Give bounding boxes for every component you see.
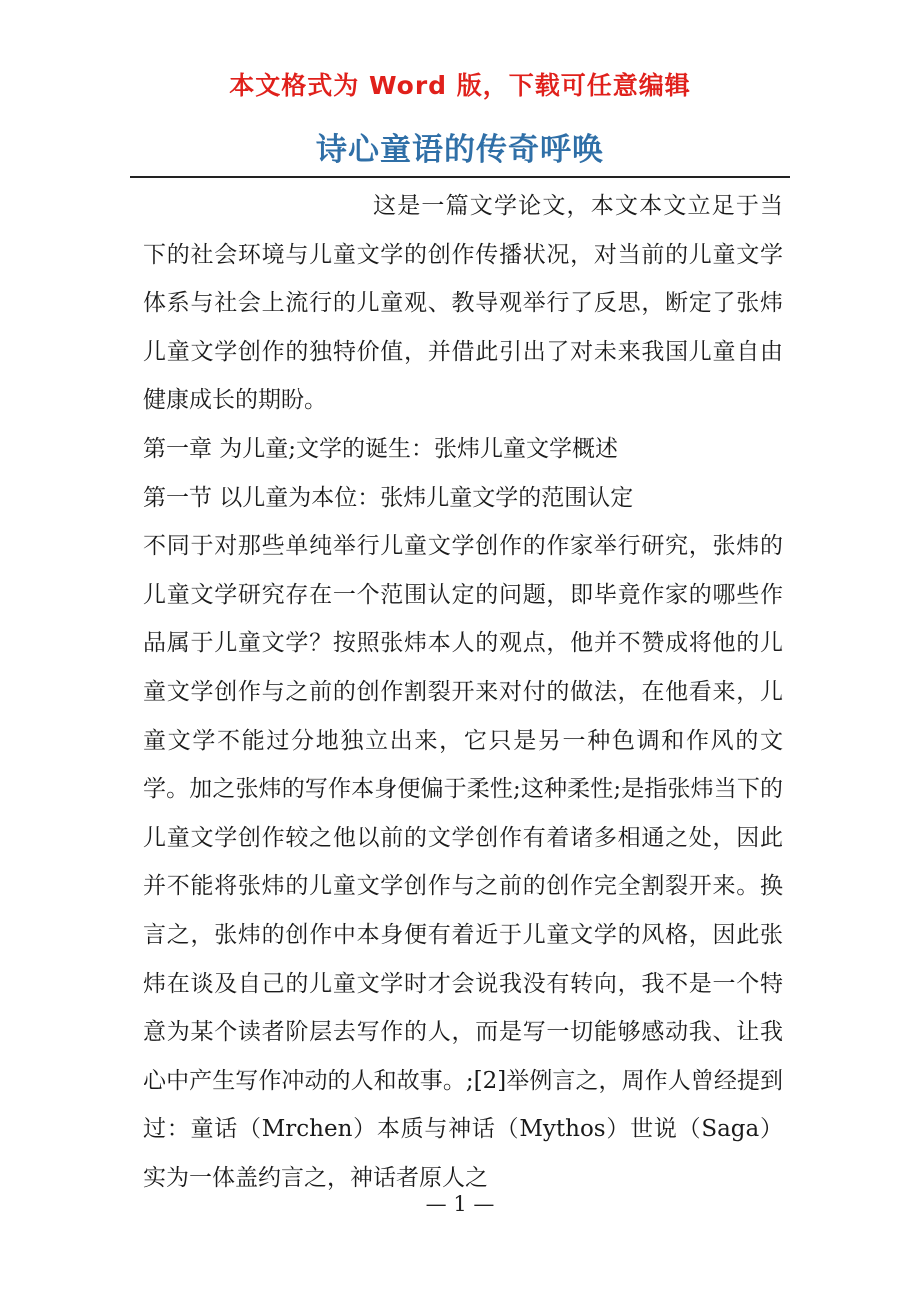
chapter-heading: 第一章 为儿童;文学的诞生：张炜儿童文学概述 xyxy=(143,435,619,462)
page-number: — 1 — xyxy=(425,1192,495,1216)
abstract-paragraph: 这是一篇文学论文，本文本文立足于当下的社会环境与儿童文学的创作传播状况，对当前的儿童文学体系与社会上流行的儿童观、教导观举行了反思，断定了张炜儿童文学创作的独特价值，并借此引出了对未来我国儿童自由健康成长的期盼。 xyxy=(143,193,783,414)
document-body xyxy=(143,182,783,1202)
document-title: 诗心童语的传奇呼唤 xyxy=(316,132,604,168)
body-paragraph: 不同于对那些单纯举行儿童文学创作的作家举行研究，张炜的儿童文学研究存在一个范围认定的问题，即毕竟作家的哪些作品属于儿童文学？按照张炜本人的观点，他并不赞成将他的儿童文学创作与之前的创作割裂开来对付的做法，在他看来，儿童文学不能过分地独立出来，它只是另一种色调和作风的文学。加之张炜的写作本身便偏于柔性;这种柔性;是指张炜当下的儿童文学创作较之他以前的文学创作有着诸多相通之处，因此并不能将张炜的儿童文学创作与之前的创作完全割裂开来。换言之，张炜的创作中本身便有着近于儿童文学的风格，因此张炜在谈及自己的儿童文学时才会说我没有转向，我不是一个特意为某个读者阶层去写作的人，而是写一切能够感动我、让我心中产生写作冲动的人和故事。;[2]举例言之，周作人曾经提到过：童话（Mrchen）本质与神话（Mythos）世说（Saga）实为一体盖约言之，神话者原人之 xyxy=(143,533,783,1191)
format-notice: 本文格式为 Word 版，下载可任意编辑 xyxy=(229,71,691,100)
section-heading: 第一节 以儿童为本位：张炜儿童文学的范围认定 xyxy=(143,484,634,511)
title-divider xyxy=(130,176,790,178)
